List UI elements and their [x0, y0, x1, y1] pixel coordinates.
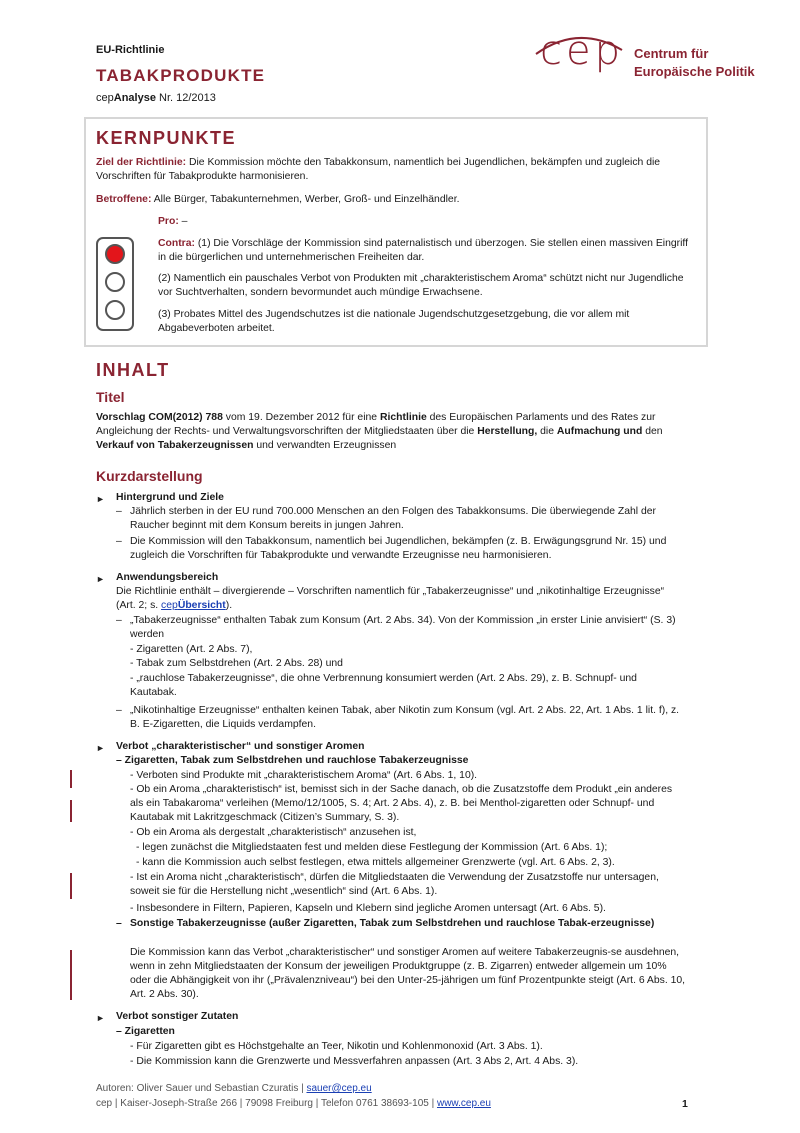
sub-item: - Ist ein Aroma nicht „charakteristisch“, dürfen die Mitgliedstaaten die Verwendung der Zusatzstoffe nur untersagen, soweit sie für die Herstellung nicht „wesentlich“ sind (Art. 6 Abs. 1). — [130, 872, 659, 897]
cep-uebersicht-link[interactable] — [161, 600, 226, 611]
ziel-text: Die Kommission möchte den Tabakkonsum, namentlich bei Jugendlichen, bekämpfen und zugleich die Vorschriften für Tabakprodukte harmonisieren. — [96, 157, 661, 182]
analyse-bold: Analyse — [113, 92, 156, 104]
document-title: TABAKPRODUKTE — [96, 66, 266, 85]
dash: – — [116, 1026, 125, 1037]
traffic-light-red-icon — [105, 244, 125, 264]
titel-part6: die — [537, 426, 557, 437]
contra-point-3: (3) Probates Mittel des Jugendschutzes ist die nationale Jugendschutzgesetzgebung, die vor allem mit Abgabeverboten arbeitet. — [158, 309, 630, 334]
sub-item: - Tabak zum Selbstdrehen (Art. 2 Abs. 28) und — [130, 658, 343, 669]
intro-text-a: Die Richtlinie enthält – divergierende – Vorschriften namentlich für „Tabakerzeugnisse“ und „nikotinhaltige Erzeugnisse“ (Art. 2; s. — [116, 586, 665, 611]
list-item — [116, 505, 686, 533]
author-email-link[interactable]: sauer@cep.eu — [306, 1083, 372, 1094]
footer-address — [96, 1098, 491, 1109]
contra-paragraph — [158, 237, 688, 265]
list-item-text: Die Kommission will den Tabakkonsum, namentlich bei Jugendlichen, bekämpfen (z. B. Erwägungsgrund Nr. 15) und zugleich die Vorschriften für Tabakprodukte und verwandte Erzeugnisse neu harmonisieren. — [130, 536, 667, 561]
traffic-light-bottom-icon — [105, 300, 125, 320]
sub-item: - Verboten sind Produkte mit „charakteristischem Aroma“ (Art. 6 Abs. 1, 10). — [130, 770, 478, 781]
sub-item: - „rauchlose Tabakerzeugnisse“, die ohne Verbrennung konsumiert werden (Art. 2 Abs. 29), z. B. Schnupf- und Kautabak. — [130, 673, 637, 698]
link-part-a: cep — [161, 600, 178, 611]
aromen-subheading-2 — [116, 917, 686, 931]
ziel-label: Ziel der Richtlinie: — [96, 157, 187, 168]
list-item — [116, 614, 686, 642]
bullet-arrow-icon: ► — [96, 574, 105, 584]
authors-text: Autoren: Oliver Sauer und Sebastian Czuratis | — [96, 1083, 307, 1094]
page-number: 1 — [682, 1098, 688, 1110]
betroffene-paragraph — [96, 193, 694, 207]
list-item — [116, 704, 686, 732]
list-item — [116, 535, 686, 563]
bullet-arrow-icon: ► — [96, 743, 105, 753]
dash: – — [116, 705, 122, 716]
address-text: cep | Kaiser-Joseph-Straße 266 | 79098 Freiburg | Telefon 0761 38693-105 | — [96, 1098, 437, 1109]
sub-paragraph: Die Kommission kann das Verbot „charakteristischer“ und sonstiger Aromen auf weitere Tabakerzeugnis-se ausdehnen, wenn in zehn Mitgliedstaaten der Konsum der jeweiligen Produktgruppe (z. B. Zigarren) entweder allgemein um 10% oder die Abhängigkeit von ihr („Prävalenzniveau“) bei den Unter-25-jährigen um fünf Prozentpunkte steigt (Art. 6 Abs. 10, Art. 2 Abs. 30). — [130, 947, 686, 1000]
analyse-number — [96, 92, 216, 104]
bullet-arrow-icon: ► — [96, 1013, 105, 1023]
change-marker — [70, 800, 72, 822]
cep-logo-word: cep — [540, 28, 624, 74]
sub-sub-item: - legen zunächst die Mitgliedstaaten fest und melden diese Festlegung der Kommission (Art. 6 Abs. 1); — [136, 842, 608, 853]
pro-text: – — [178, 216, 188, 227]
section-hintergrund-heading: Hintergrund und Ziele — [116, 492, 224, 503]
list-item-text: „Tabakerzeugnisse“ enthalten Tabak zum Konsum (Art. 2 Abs. 34). Von der Kommission „in erster Linie anvisiert“ (S. 3) werden — [130, 615, 676, 640]
footer-authors — [96, 1083, 372, 1094]
document-type: EU-Richtlinie — [96, 44, 165, 56]
traffic-light-middle-icon — [105, 272, 125, 292]
intro-text-b: ). — [225, 600, 233, 611]
analyse-prefix: cep — [96, 92, 114, 104]
pro-label: Pro: — [158, 216, 179, 227]
section-zutaten-heading: Verbot sonstiger Zutaten — [116, 1011, 239, 1022]
sub-item: - Die Kommission kann die Grenzwerte und Messverfahren anpassen (Art. 3 Abs 2, Art. 4 Abs. 3). — [130, 1056, 579, 1067]
titel-part2: vom 19. Dezember 2012 für eine — [222, 412, 380, 423]
titel-part10: und verwandten Erzeugnissen — [253, 440, 397, 451]
kernpunkte-heading: KERNPUNKTE — [96, 128, 237, 148]
titel-part3: Richtlinie — [379, 412, 427, 423]
traffic-light-icon — [96, 237, 134, 331]
analyse-rest: Nr. 12/2013 — [155, 92, 216, 104]
link-part-b: Übersicht — [177, 600, 226, 611]
titel-part4: des Europäischen Parlaments und des Rates zur Angleichung der Rechts- und Verwaltungsvorschriften der Mitgliedstaaten über die — [96, 412, 656, 437]
titel-part9: Verkauf von Tabakerzeugnissen — [96, 440, 254, 451]
bullet-arrow-icon: ► — [96, 494, 105, 504]
sub-sub-item: - kann die Kommission auch selbst festlegen, etwa mittels allgemeiner Grenzwerte (vgl. Art. 6 Abs. 2, 3). — [136, 857, 615, 868]
logo-text-line2: Europäische Politik — [634, 64, 755, 79]
change-marker — [70, 950, 72, 1000]
titel-part1: Vorschlag COM(2012) 788 — [96, 412, 223, 423]
kurzdarstellung-heading: Kurzdarstellung — [96, 468, 203, 484]
dash: – — [116, 506, 122, 517]
subheading-text: Sonstige Tabakerzeugnisse (außer Zigaretten, Tabak zum Selbstdrehen und rauchlose Tabak-erzeugnisse) — [130, 918, 655, 929]
contra-label: Contra: — [158, 238, 195, 249]
sub-item: - Insbesondere in Filtern, Papieren, Kapseln und Klebern sind jegliche Aromen untersagt (Art. 6 Abs. 5). — [130, 903, 606, 914]
titel-part5: Herstellung, — [477, 426, 538, 437]
titel-paragraph — [96, 411, 694, 453]
titel-heading: Titel — [96, 389, 125, 405]
aromen-subheading-1 — [116, 754, 468, 768]
subheading-text: Zigaretten — [124, 1026, 175, 1037]
betroffene-label: Betroffene: — [96, 194, 152, 205]
dash: – — [116, 755, 125, 766]
contra-text: (1) Die Vorschläge der Kommission sind paternalistisch und überzogen. Sie stellen einen massiven Eingriff in die bürgerlichen und unternehmerischen Freiheiten dar. — [158, 238, 688, 263]
betroffene-text: Alle Bürger, Tabakunternehmen, Werber, Groß- und Einzelhändler. — [151, 194, 460, 205]
dash: – — [116, 615, 122, 626]
zutaten-subheading — [116, 1025, 175, 1039]
sub-item: - Ob ein Aroma als dergestalt „charakteristisch“ anzusehen ist, — [130, 827, 417, 838]
ziel-paragraph — [96, 156, 694, 184]
contra-point-2: (2) Namentlich ein pauschales Verbot von Produkten mit „charakteristischem Aroma“ schützt nicht nur Jugendliche vor Suchtverhalten, sondern bevormundet auch mündige Erwachsene. — [158, 273, 684, 298]
titel-part7: Aufmachung und — [556, 426, 643, 437]
sub-item: - Zigaretten (Art. 2 Abs. 7), — [130, 644, 253, 655]
change-marker — [70, 770, 72, 788]
subheading-text: Zigaretten, Tabak zum Selbstdrehen und rauchlose Tabakerzeugnisse — [124, 755, 469, 766]
section-aromen-heading: Verbot „charakteristischer“ und sonstiger Aromen — [116, 741, 365, 752]
titel-part8: den — [642, 426, 663, 437]
list-item-text: „Nikotinhaltige Erzeugnisse“ enthalten keinen Tabak, aber Nikotin zum Konsum (vgl. Art. 2 Abs. 22, Art. 1 Abs. 1 lit. f), z. B. E-Zigaretten, die Liquids verdampfen. — [130, 705, 680, 730]
website-link[interactable]: www.cep.eu — [436, 1098, 491, 1109]
sub-item: - Für Zigaretten gibt es Höchstgehalte an Teer, Nikotin und Kohlenmonoxid (Art. 3 Abs. 1). — [130, 1041, 543, 1052]
logo-text-line1: Centrum für — [634, 46, 709, 61]
dash: – — [116, 536, 122, 547]
section-anwendungsbereich-heading: Anwendungsbereich — [116, 572, 219, 583]
dash: – — [116, 918, 122, 929]
pro-paragraph — [158, 215, 187, 229]
list-item-text: Jährlich sterben in der EU rund 700.000 Menschen an den Folgen des Tabakkonsums. Die überwiegende Zahl der Raucher beginnt mit dem Konsum bereits in jungen Jahren. — [130, 506, 657, 531]
sub-item: - Ob ein Aroma „charakteristisch“ ist, bemisst sich in der Sache danach, ob die Zusatzstoffe dem Produkt „ein anderes als ein Tabakaroma“ verleihen (Memo/12/1005, S. 4; Art. 2 Abs. 4), z. B. bei Menthol-zigaretten oder Schnupf- und Kautabak mit Lakritzgeschmack (Citizen’s Summary, S. 3). — [130, 784, 673, 823]
anwendungsbereich-intro — [116, 585, 686, 613]
inhalt-heading: INHALT — [96, 360, 170, 380]
change-marker — [70, 873, 72, 899]
